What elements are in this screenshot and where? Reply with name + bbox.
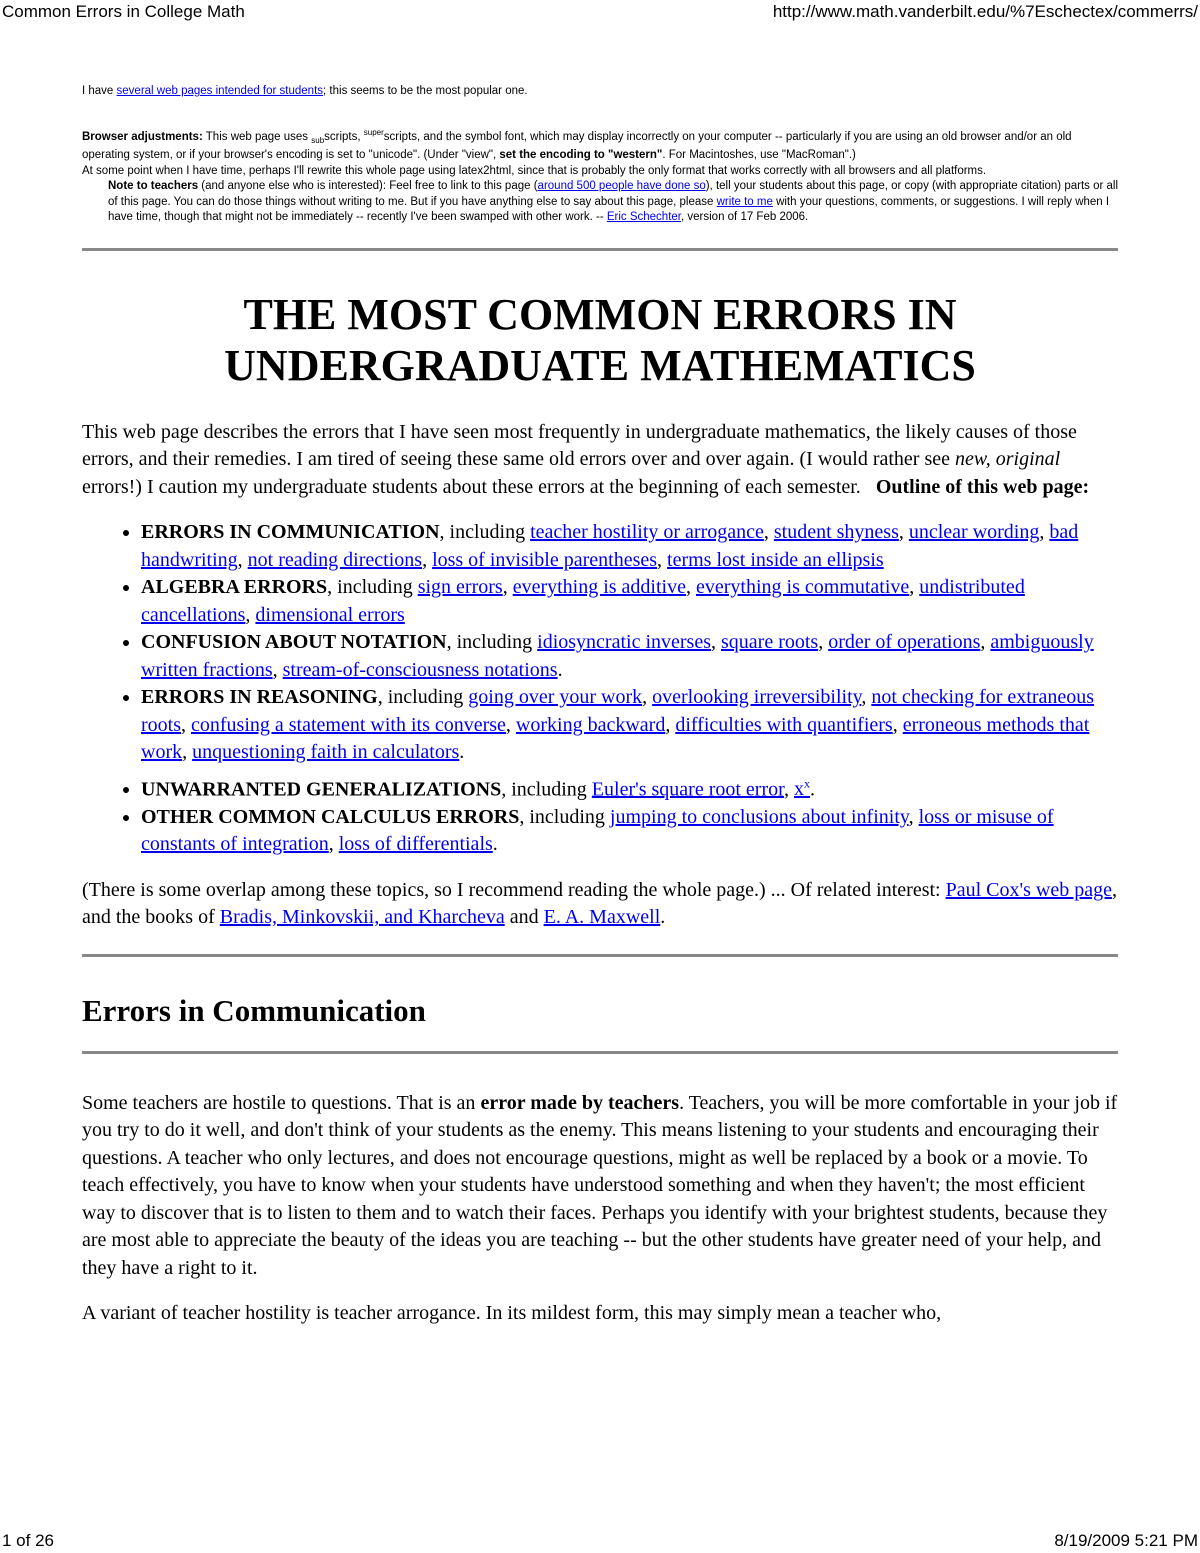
outline-link[interactable]: erroneous methods that work bbox=[141, 713, 1090, 764]
divider-top bbox=[82, 248, 1118, 251]
page-title bbox=[82, 289, 1118, 391]
outline-link[interactable]: overlooking irreversibility bbox=[652, 686, 862, 709]
related-text-2: , and the books of bbox=[82, 878, 1117, 929]
outline-link[interactable]: idiosyncratic inverses bbox=[537, 631, 711, 654]
browser-adjustments-label: Browser adjustments: bbox=[82, 130, 203, 143]
outline-heading: UNWARRANTED GENERALIZATIONS bbox=[141, 778, 502, 801]
teachers-text-2: ), tell your students about this page, or copy (with appropriate citation) parts or all of this page. You can do those things without writing to me. But if you have anything else to say about this page, please bbox=[108, 180, 1119, 208]
including-text: , including bbox=[439, 521, 531, 544]
description-emphasis: new, original bbox=[955, 448, 1061, 471]
teachers-note bbox=[82, 179, 1118, 226]
sub-sample: sub bbox=[311, 135, 325, 145]
related-text-1: (There is some overlap among these topics, so I recommend reading the whole page.) ... Of related interest: bbox=[82, 878, 946, 901]
related-text-4: . bbox=[660, 906, 666, 929]
outline-link[interactable]: undistributed cancellations bbox=[141, 576, 1025, 626]
browser-text-4: . For Macintoshes, use "MacRoman".) bbox=[662, 149, 856, 162]
intro-prefix: I have bbox=[82, 85, 117, 97]
description-text-1: This web page describes the errors that I have seen most frequently in undergraduate mathematics, the likely causes of those errors, and their remedies. I am tired of seeing these same old errors over and over again. (I would rather see bbox=[82, 420, 1077, 471]
para1-text-2: . Teachers, you will be more comfortable in your job if you try to do it well, and don't think of your students as the enemy. This means listening to your students and encouraging their questions. A teacher who only lectures, and does not encourage questions, might as well be replaced by a book or a movie. To teach effectively, you have to know when your students have understood something and when they haven't; the most efficient way to discover that is to listen to them and to watch their faces. Perhaps you identify with your brightest students, because they are most able to appreciate the beauty of the ideas you are teaching -- but the other students have greater need of your help, and they have a right to it. bbox=[82, 1091, 1118, 1279]
linkers-link[interactable]: around 500 people have done so bbox=[537, 180, 706, 193]
outline-link[interactable]: jumping to conclusions about infinity bbox=[609, 805, 909, 828]
paul-cox-link[interactable]: Paul Cox's web page bbox=[945, 878, 1112, 901]
intro-suffix: ; this seems to be the most popular one. bbox=[323, 85, 528, 97]
related-interest bbox=[82, 877, 1118, 932]
para1-text-1: Some teachers are hostile to questions. That is an bbox=[82, 1091, 481, 1114]
outline-link[interactable]: unclear wording bbox=[908, 521, 1040, 544]
outline-link[interactable]: loss of differentials bbox=[338, 833, 493, 856]
student-pages-link[interactable]: several web pages intended for students bbox=[116, 85, 324, 97]
including-text: , including bbox=[446, 631, 538, 654]
outline-end: . bbox=[459, 741, 465, 764]
outline-label: Outline of this web page: bbox=[875, 475, 1090, 498]
outline-link[interactable]: loss or misuse of constants of integration bbox=[141, 805, 1054, 856]
outline-list bbox=[82, 519, 1118, 859]
including-text: , including bbox=[519, 805, 610, 828]
print-header-title: Common Errors in College Math bbox=[2, 2, 245, 21]
outline-heading: ERRORS IN REASONING bbox=[141, 686, 378, 709]
outline-link[interactable]: square roots bbox=[721, 631, 819, 654]
print-header bbox=[0, 0, 1200, 24]
print-datetime: 8/19/2009 5:21 PM bbox=[1054, 1531, 1198, 1550]
bradis-link[interactable]: Bradis, Minkovskii, and Kharcheva bbox=[219, 906, 505, 929]
outline-link[interactable]: everything is commutative bbox=[695, 576, 910, 599]
outline-link[interactable]: student shyness bbox=[773, 521, 899, 544]
sup-sample: super bbox=[363, 127, 384, 137]
page-content bbox=[82, 84, 1118, 1328]
outline-item-calculus: • OTHER COMMON CALCULUS ERRORS, including jumping to conclusions about infinity, loss or misuse of constants of integration, loss of differentials. bbox=[141, 804, 1118, 859]
outline-heading: ERRORS IN COMMUNICATION bbox=[141, 521, 440, 544]
outline-heading: CONFUSION ABOUT NOTATION bbox=[141, 631, 447, 654]
related-text-3: and bbox=[504, 906, 544, 929]
including-text: , including bbox=[377, 686, 469, 709]
divider-middle bbox=[82, 954, 1118, 957]
outline-link[interactable]: everything is additive bbox=[512, 576, 686, 599]
outline-link[interactable]: teacher hostility or arrogance bbox=[530, 521, 764, 544]
outline-end: . bbox=[809, 778, 815, 801]
outline-link[interactable]: not checking for extraneous roots bbox=[141, 686, 1095, 736]
outline-item-generalizations: • UNWARRANTED GENERALIZATIONS, including Euler's square root error, x$^x$. bbox=[141, 771, 1118, 804]
browser-text-5: At some point when I have time, perhaps I'll rewrite this whole page using latex2html, since that is probably the only format that works correctly with all browsers and all platforms. bbox=[82, 164, 987, 177]
browser-text-2: scripts, bbox=[324, 130, 364, 143]
section-heading: Errors in Communication bbox=[82, 992, 426, 1028]
print-footer bbox=[0, 1529, 1200, 1553]
including-text: , including bbox=[327, 576, 418, 599]
outline-link[interactable]: dimensional errors bbox=[255, 603, 405, 626]
x-exponent: x bbox=[803, 776, 810, 791]
section-body bbox=[82, 1090, 1118, 1328]
outline-item-reasoning: • ERRORS IN REASONING, including going over your work, overlooking irreversibility, not checking for extraneous roots, confusing a statement with its converse, working backward, difficulties with quantifiers, erroneous methods that work, unquestioning faith in calculators. bbox=[141, 684, 1118, 767]
para1-bold: error made by teachers bbox=[480, 1091, 680, 1114]
print-header-url: http://www.math.vanderbilt.edu/%7Eschectex/commerrs/ bbox=[772, 2, 1198, 21]
description bbox=[82, 419, 1118, 502]
including-text: , including bbox=[501, 778, 592, 801]
outline-link[interactable]: not reading directions bbox=[247, 548, 423, 571]
teachers-text-1: (and anyone else who is interested): Feel free to link to this page ( bbox=[198, 180, 538, 193]
outline-link[interactable]: confusing a statement with its converse bbox=[191, 713, 506, 736]
outline-link[interactable]: unquestioning faith in calculators bbox=[192, 741, 460, 764]
outline-item-notation: • CONFUSION ABOUT NOTATION, including idiosyncratic inverses, square roots, order of operations, ambiguously written fractions, stream-of-consciousness notations. bbox=[141, 629, 1118, 684]
outline-link[interactable]: stream-of-consciousness notations bbox=[282, 658, 558, 681]
outline-link[interactable]: sign errors bbox=[417, 576, 503, 599]
outline-item-communication: • ERRORS IN COMMUNICATION, including teacher hostility or arrogance, student shyness, unclear wording, bad handwriting, not reading directions, loss of invisible parentheses, terms lost inside an ellipsis bbox=[141, 519, 1118, 574]
outline-link[interactable]: difficulties with quantifiers bbox=[675, 713, 893, 736]
x-to-the-x-link[interactable] bbox=[794, 778, 810, 800]
outline-link[interactable]: bad handwriting bbox=[141, 521, 1079, 571]
page-title-line-2: UNDERGRADUATE MATHEMATICS bbox=[224, 340, 976, 390]
teachers-text-3: with your questions, comments, or suggestions. I will reply when I have time, though that might not be immediately -- recently I've been swamped with other work. -- bbox=[108, 195, 1110, 224]
paragraph-hostility bbox=[82, 1090, 1118, 1283]
outline-heading: ALGEBRA ERRORS bbox=[141, 576, 328, 599]
intro-note bbox=[82, 84, 1118, 100]
preamble bbox=[82, 84, 1118, 226]
description-text-2: errors!) I caution my undergraduate students about these errors at the beginning of each semester. bbox=[82, 475, 861, 498]
outline-item-algebra: • ALGEBRA ERRORS, including sign errors, everything is additive, everything is commutative, undistributed cancellations, dimensional errors bbox=[141, 574, 1118, 629]
teachers-text-4: , version of 17 Feb 2006. bbox=[681, 211, 809, 224]
teachers-note-label: Note to teachers bbox=[108, 180, 199, 193]
browser-adjustments bbox=[82, 125, 1118, 180]
x-base: x bbox=[793, 778, 804, 801]
outline-heading: OTHER COMMON CALCULUS ERRORS bbox=[141, 805, 520, 828]
outline-link[interactable]: working backward bbox=[515, 713, 666, 736]
divider-section bbox=[82, 1051, 1118, 1054]
outline-end: . bbox=[492, 833, 498, 856]
page-title-line-1: THE MOST COMMON ERRORS IN bbox=[243, 289, 957, 339]
outline-link[interactable]: Euler's square root error bbox=[591, 778, 784, 801]
outline-link[interactable]: ambiguously written fractions bbox=[141, 631, 1094, 681]
browser-text-1: This web page uses bbox=[202, 130, 312, 143]
maxwell-link[interactable]: E. A. Maxwell bbox=[543, 906, 661, 929]
browser-text-3: scripts, and the symbol font, which may display incorrectly on your computer -- particularly if you are using an old browser and/or an old operating system, or if your browser's encoding is set to "unicode". (Under "view", bbox=[82, 130, 1072, 162]
paragraph-arrogance: A variant of teacher hostility is teacher arrogance. In its mildest form, this may simply mean a teacher who, bbox=[82, 1302, 942, 1325]
outline-link[interactable]: order of operations bbox=[828, 631, 981, 654]
author-link[interactable]: Eric Schechter bbox=[606, 211, 681, 224]
outline-link[interactable]: terms lost inside an ellipsis bbox=[667, 548, 884, 571]
write-to-me-link[interactable]: write to me bbox=[716, 195, 773, 208]
outline-link[interactable]: going over your work bbox=[468, 686, 643, 709]
encoding-instruction: set the encoding to "western" bbox=[499, 149, 663, 162]
outline-end: . bbox=[557, 658, 563, 681]
page-number: 1 of 26 bbox=[2, 1531, 54, 1550]
outline-link[interactable]: loss of invisible parentheses bbox=[432, 548, 658, 571]
